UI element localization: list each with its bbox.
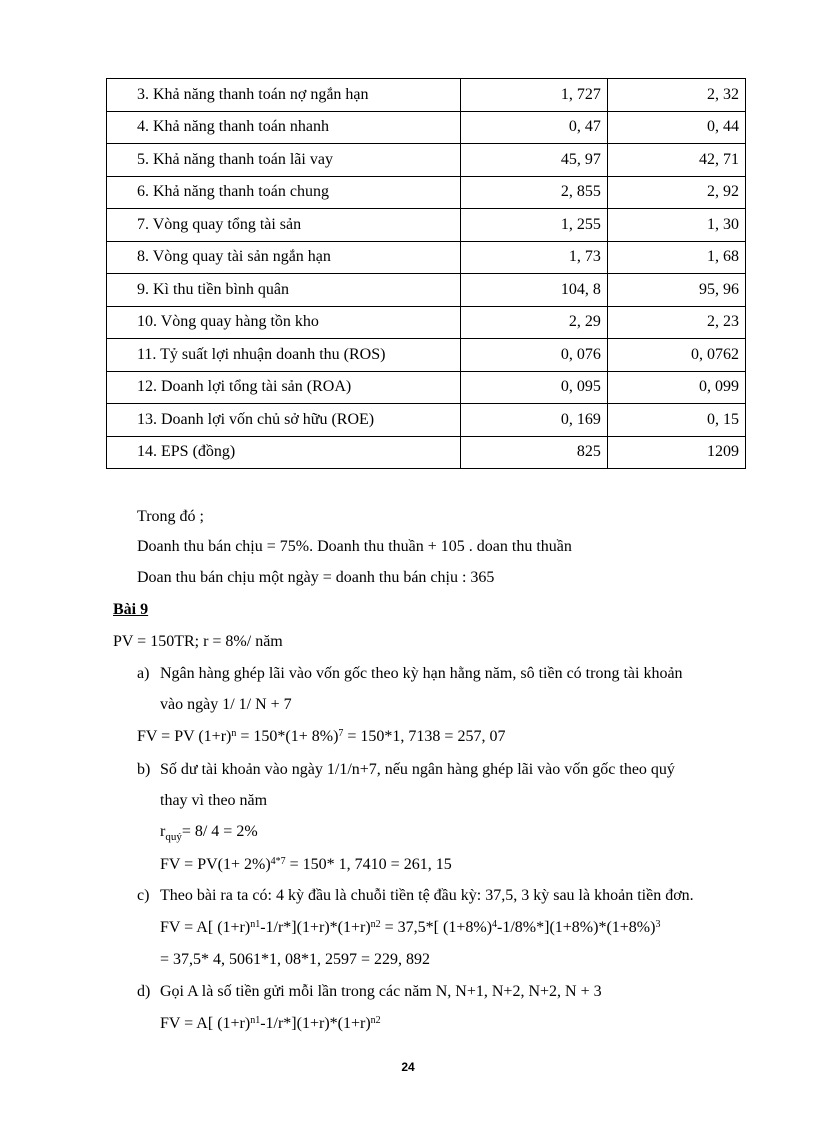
formula-subscript: quý xyxy=(165,831,182,843)
row-label: 8. Vòng quay tài sản ngắn hạn xyxy=(107,241,461,274)
row-label: 10. Vòng quay hàng tồn kho xyxy=(107,306,461,339)
section-heading: Bài 9 xyxy=(113,601,149,618)
note-trong-do: Trong đó ; xyxy=(137,508,204,525)
formula-part: FV = A[ (1+r) xyxy=(160,1015,251,1032)
item-a-formula xyxy=(137,727,505,749)
table-row xyxy=(107,111,746,144)
formula-part: -1/r*](1+r)*(1+r) xyxy=(260,919,371,936)
formula-exponent: 3 xyxy=(655,919,661,930)
item-a-text-2: vào ngày 1/ 1/ N + 7 xyxy=(160,696,292,713)
row-label: 11. Tỷ suất lợi nhuận doanh thu (ROS) xyxy=(107,339,461,372)
item-d-formula xyxy=(160,1014,381,1036)
formula-part: FV = A[ (1+r) xyxy=(160,919,251,936)
formula-exponent: 7 xyxy=(338,728,344,739)
row-value-2: 0, 44 xyxy=(607,111,745,144)
formula-exponent: 4 xyxy=(492,919,498,930)
row-value-2: 0, 0762 xyxy=(607,339,745,372)
row-label: 13. Doanh lợi vốn chủ sở hữu (ROE) xyxy=(107,404,461,437)
row-value-1: 45, 97 xyxy=(460,144,607,177)
item-b-rate xyxy=(160,822,258,843)
row-value-1: 2, 855 xyxy=(460,176,607,209)
formula-part: FV = PV (1+r) xyxy=(137,728,232,745)
row-value-1: 0, 076 xyxy=(460,339,607,372)
page-number: 24 xyxy=(401,1060,415,1074)
row-value-1: 1, 255 xyxy=(460,209,607,242)
formula-part: = 37,5*[ (1+8%) xyxy=(380,919,493,936)
table-row xyxy=(107,144,746,177)
item-b-formula xyxy=(160,855,452,877)
formula-part: -1/8%*](1+8%)*(1+8%) xyxy=(497,919,656,936)
formula-exponent: n1 xyxy=(250,1015,261,1026)
table-row xyxy=(107,339,746,372)
note-line-1: Doanh thu bán chịu = 75%. Doanh thu thuần + 105 . doan thu thuần xyxy=(137,538,572,555)
formula-part: FV = PV(1+ 2%) xyxy=(160,856,271,873)
row-value-2: 1, 30 xyxy=(607,209,745,242)
formula-exponent: n1 xyxy=(250,919,261,930)
row-value-2: 42, 71 xyxy=(607,144,745,177)
item-b-marker: b) xyxy=(137,761,151,778)
row-value-1: 0, 095 xyxy=(460,371,607,404)
row-value-1: 1, 727 xyxy=(460,79,607,112)
formula-part: = 8/ 4 = 2% xyxy=(181,823,258,840)
row-value-1: 0, 169 xyxy=(460,404,607,437)
item-b-text-1: Số dư tài khoản vào ngày 1/1/n+7, nếu ngân hàng ghép lãi vào vốn gốc theo quý xyxy=(160,761,675,778)
item-c-formula-2: = 37,5* 4, 5061*1, 08*1, 2597 = 229, 892 xyxy=(160,951,431,968)
row-value-1: 1, 73 xyxy=(460,241,607,274)
row-value-2: 0, 099 xyxy=(607,371,745,404)
formula-part: r xyxy=(160,823,166,840)
item-a-marker: a) xyxy=(137,665,150,682)
table-row xyxy=(107,436,746,469)
row-value-2: 95, 96 xyxy=(607,274,745,307)
note-line-2: Doan thu bán chịu một ngày = doanh thu bán chịu : 365 xyxy=(137,569,495,586)
financial-ratio-table xyxy=(106,78,746,469)
table-row xyxy=(107,241,746,274)
row-value-1: 825 xyxy=(460,436,607,469)
row-value-1: 104, 8 xyxy=(460,274,607,307)
item-a-text-1: Ngân hàng ghép lãi vào vốn gốc theo kỳ hạn hằng năm, sô tiền có trong tài khoản xyxy=(160,665,683,682)
table-row xyxy=(107,404,746,437)
formula-exponent: n xyxy=(231,728,237,739)
table-body xyxy=(107,79,746,469)
row-label: 6. Khả năng thanh toán chung xyxy=(107,176,461,209)
row-value-1: 2, 29 xyxy=(460,306,607,339)
item-b-text-2: thay vì theo năm xyxy=(160,792,268,809)
row-label: 12. Doanh lợi tổng tài sản (ROA) xyxy=(107,371,461,404)
item-c-text-1: Theo bài ra ta có: 4 kỳ đầu là chuỗi tiền tệ đầu kỳ: 37,5, 3 kỳ sau là khoản tiền đơn. xyxy=(160,887,694,904)
row-value-2: 0, 15 xyxy=(607,404,745,437)
row-value-2: 2, 92 xyxy=(607,176,745,209)
row-label: 7. Vòng quay tổng tài sản xyxy=(107,209,461,242)
table-row xyxy=(107,306,746,339)
row-label: 4. Khả năng thanh toán nhanh xyxy=(107,111,461,144)
table-row xyxy=(107,79,746,112)
row-value-1: 0, 47 xyxy=(460,111,607,144)
row-label: 3. Khả năng thanh toán nợ ngắn hạn xyxy=(107,79,461,112)
formula-part: = 150*1, 7138 = 257, 07 xyxy=(343,728,506,745)
table-row xyxy=(107,274,746,307)
formula-part: -1/r*](1+r)*(1+r) xyxy=(260,1015,371,1032)
formula-exponent: n2 xyxy=(370,1015,381,1026)
row-label: 5. Khả năng thanh toán lãi vay xyxy=(107,144,461,177)
formula-exponent: 4*7 xyxy=(270,856,286,867)
row-value-2: 2, 23 xyxy=(607,306,745,339)
given-values: PV = 150TR; r = 8%/ năm xyxy=(113,633,283,650)
table-row xyxy=(107,371,746,404)
item-c-formula xyxy=(160,918,660,940)
formula-part: = 150* 1, 7410 = 261, 15 xyxy=(285,856,452,873)
row-value-2: 1209 xyxy=(607,436,745,469)
table-row xyxy=(107,176,746,209)
row-value-2: 2, 32 xyxy=(607,79,745,112)
row-value-2: 1, 68 xyxy=(607,241,745,274)
item-d-marker: d) xyxy=(137,983,151,1000)
row-label: 9. Kì thu tiền bình quân xyxy=(107,274,461,307)
item-d-text-1: Gọi A là số tiền gửi mỗi lần trong các năm N, N+1, N+2, N+2, N + 3 xyxy=(160,983,602,1000)
item-c-marker: c) xyxy=(137,887,150,904)
formula-exponent: n2 xyxy=(370,919,381,930)
row-label: 14. EPS (đồng) xyxy=(107,436,461,469)
table-row xyxy=(107,209,746,242)
formula-part: = 150*(1+ 8%) xyxy=(236,728,339,745)
